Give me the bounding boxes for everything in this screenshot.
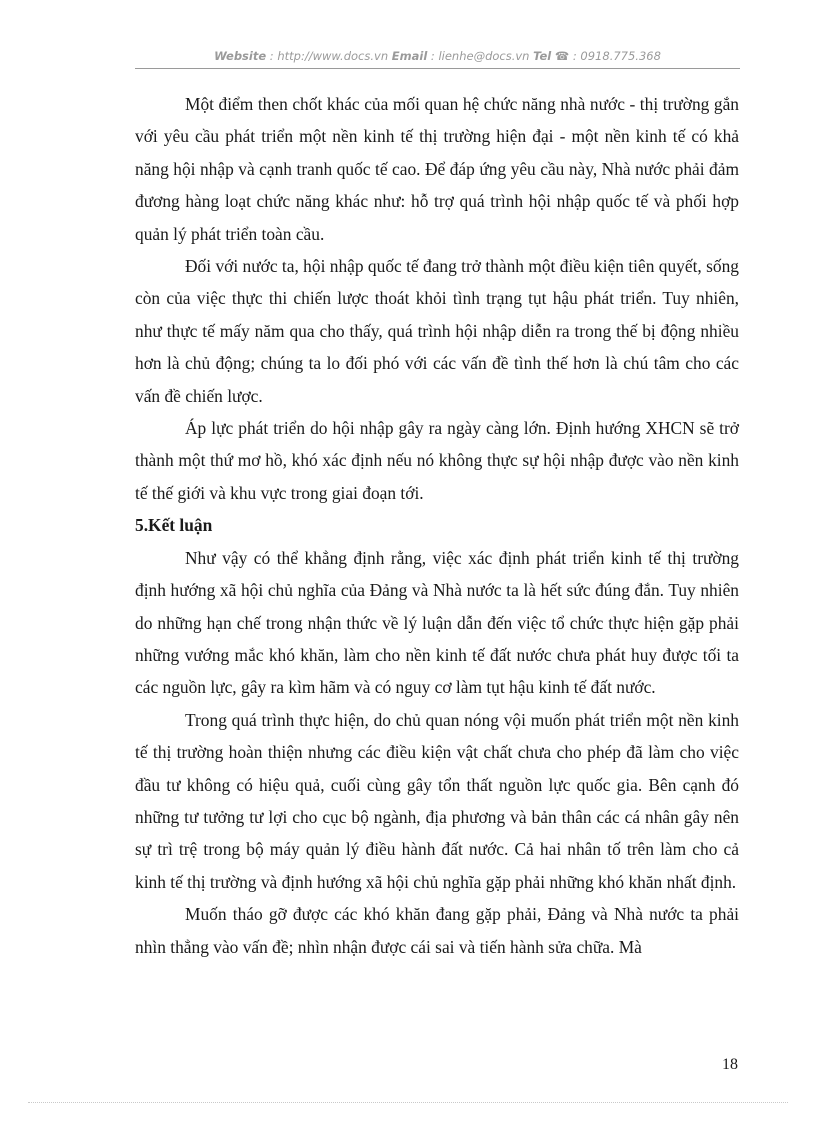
website-label: Website bbox=[214, 49, 267, 63]
website-url: http://www.docs.vn bbox=[277, 49, 389, 63]
conclusion-paragraph: Trong quá trình thực hiện, do chủ quan nóng vội muốn phát triển một nền kinh tế thị trường hoàn thiện nhưng các điều kiện vật chất chưa cho phép đã làm cho việc đầu tư không có hiệu quả, cuối cùng gây tổn thất nguồn lực quốc gia. Bên cạnh đó những tư tưởng tư lợi cho cục bộ ngành, địa phương và bản thân các cá nhân gây nên sự trì trệ trong bộ máy quản lý điều hành đất nước. Cả hai nhân tố trên làm cho cả kinh tế thị trường và định hướng xã hội chủ nghĩa gặp phải những khó khăn nhất định. bbox=[135, 709, 739, 892]
conclusion-paragraph: Như vậy có thể khẳng định rằng, việc xác định phát triển kinh tế thị trường định hướng xã hội chủ nghĩa của Đảng và Nhà nước ta là hết sức đúng đắn. Tuy nhiên do những hạn chế trong nhận thức về lý luận dẫn đến việc tổ chức thực hiện gặp phải những vướng mắc khó khăn, làm cho nền kinh tế đất nước chưa phát huy được tối ta các nguồn lực, gây ra kìm hãm và có nguy cơ làm tụt hậu kinh tế đất nước. bbox=[135, 547, 739, 698]
document-body bbox=[135, 88, 739, 963]
phone-number: 0918.775.368 bbox=[580, 49, 661, 63]
tel-label: Tel bbox=[533, 49, 552, 63]
email-label: Email bbox=[391, 49, 428, 63]
page-header bbox=[135, 46, 740, 69]
email-separator: : bbox=[427, 49, 439, 63]
section-heading: 5.Kết luận bbox=[135, 515, 213, 536]
conclusion-paragraph: Muốn tháo gỡ được các khó khăn đang gặp phải, Đảng và Nhà nước ta phải nhìn thẳng vào vấn đề; nhìn nhận được cái sai và tiến hành sửa chữa. Mà bbox=[135, 904, 739, 957]
phone-icon: ☎ bbox=[554, 49, 570, 63]
page-number: 18 bbox=[722, 1056, 738, 1073]
body-paragraph: Áp lực phát triển do hội nhập gây ra ngày càng lớn. Định hướng XHCN sẽ trở thành một thứ mơ hồ, khó xác định nếu nó không thực sự hội nhập được vào nền kinh tế thế giới và khu vực trong giai đoạn tới. bbox=[135, 418, 739, 503]
body-paragraph: Đối với nước ta, hội nhập quốc tế đang trở thành một điều kiện tiên quyết, sống còn của việc thực thi chiến lược thoát khỏi tình trạng tụt hậu phát triển. Tuy nhiên, như thực tế mấy năm qua cho thấy, quá trình hội nhập diễn ra trong thế bị động nhiều hơn là chủ động; chúng ta lo đối phó với các vấn đề tình thế hơn là chú tâm cho các vấn đề chiến lược. bbox=[135, 256, 739, 406]
tel-separator: : bbox=[569, 49, 581, 63]
website-separator: : bbox=[266, 49, 278, 63]
body-paragraph: Một điểm then chốt khác của mối quan hệ chức năng nhà nước - thị trường gắn với yêu cầu phát triển một nền kinh tế thị trường hiện đại - một nền kinh tế có khả năng hội nhập và cạnh tranh quốc tế cao. Để đáp ứng yêu cầu này, Nhà nước phải đảm đương hàng loạt chức năng khác như: hỗ trợ quá trình hội nhập quốc tế và phối hợp quản lý phát triển toàn cầu. bbox=[135, 94, 739, 244]
email-address: lienhe@docs.vn bbox=[438, 49, 530, 63]
footer-divider bbox=[28, 1102, 788, 1103]
